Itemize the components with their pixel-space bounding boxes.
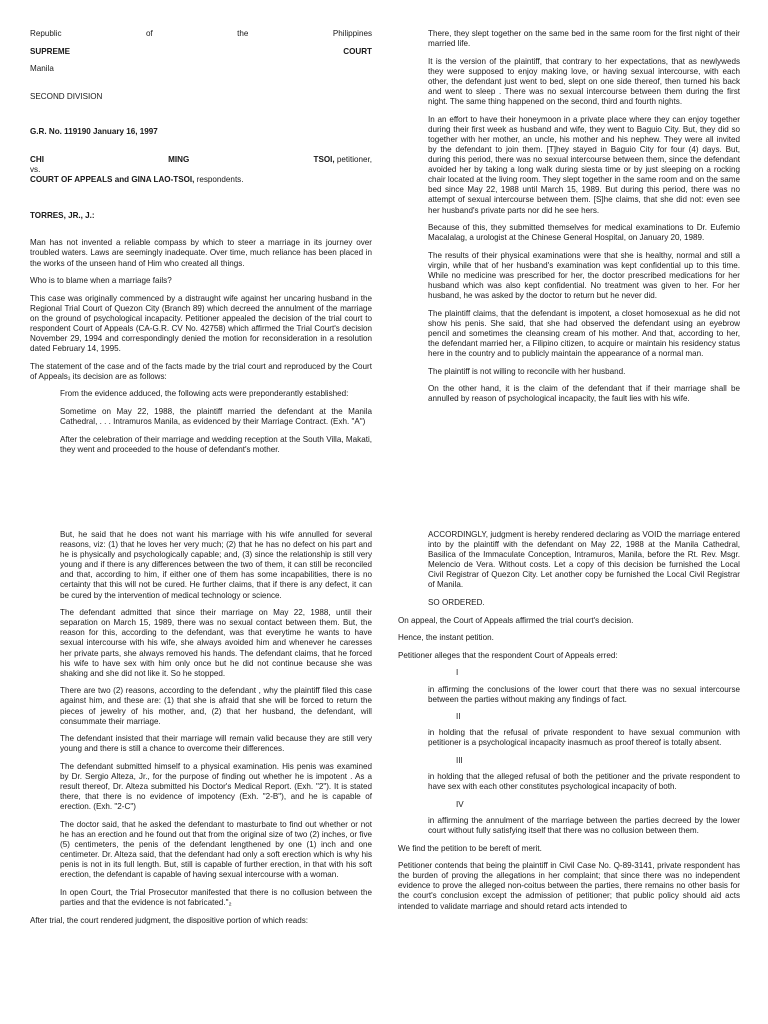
column-bottom-right (398, 530, 740, 919)
error-text: in holding that the alleged refusal of both the petitioner and the private respondent to have sex with each other constitutes psychological incapacity of both. (428, 772, 740, 792)
quoted-paragraph: The results of their physical examinations were that she is healthy, normal and still a virgin, while that of her husband's examination was kept confidential up to this time. While no medicine was prescribed for her, the doctor prescribed medications for her husband which was also kept confidential. No treatment was given to her. For her husband, he was asked by the doctor to return but he never did. (428, 250, 740, 301)
quoted-paragraph: Because of this, they submitted themselves for medical examinations to Dr. Eufemio Macalalag, a urologist at the Chinese General Hospital, on January 20, 1989. (428, 223, 740, 243)
error-numeral: I (456, 668, 459, 678)
paragraph: This case was originally commenced by a distraught wife against her uncaring husband in the Regional Trial Court of Quezon City (Branch 89) which decreed the annulment of the marriage on the ground of psychological incapacity. Petitioner appealed the decision of the trial court to respondent Court of Appeals (CA-G.R. CV No. 42758) which affirmed the Trial Court's decision November 29, 1994 and correspondingly denied the motion for reconsideration in a resolution dated February 14, 1995. (30, 293, 372, 354)
error-text: in affirming the conclusions of the lower court that there was no sexual intercourse between the parties without making any findings of fact. (428, 684, 740, 704)
paragraph: Petitioner contends that being the plaintiff in Civil Case No. Q-89-3141, private respondent has the burden of proving the allegations in her complaint; that since there was no independent evidence to prove the alleged non-coitus between the parties, there remains no other basis for the court's conclusion except the admission of petitioner; that public policy should aid acts intended to validate marriage and should retard acts intended to (398, 861, 740, 911)
respondents-line: COURT OF APPEALS and GINA LAO-TSOI, respondents. (30, 175, 244, 185)
quoted-paragraph: From the evidence adduced, the following acts were preponderantly established: (60, 389, 349, 399)
quoted-paragraph: The doctor said, that he asked the defendant to masturbate to find out whether or not he has an erection and he found out that from the original size of two (2) inches, or five (5) centimeters, the penis of the defendant lengthened by one (1) inch and one centimeter. Dr. Alteza said, that the defendant had only a soft erection which is why his penis is not in its full length. But, still is capable of further erection, in that with his soft erection, the defendant is capable of having sexual intercourse with a woman. (60, 819, 372, 880)
case-number: G.R. No. 119190 January 16, 1997 (30, 127, 158, 137)
error-numeral: II (456, 712, 461, 722)
quoted-paragraph: ACCORDINGLY, judgment is hereby rendered declaring as VOID the marriage entered into by the plaintiff with the defendant on May 22, 1988 at the Manila Cathedral, Basilica of the Immaculate Conception, Intramuros, Manila, before the Rt. Rev. Msgr. Melencio de Vera. Without costs. Let a copy of this decision be furnished the Local Civil Registrar of Quezon City. Let another copy be furnished the Local Civil Registrar of Manila. (428, 530, 740, 590)
quoted-paragraph: The defendant submitted himself to a physical examination. His penis was examined by Dr. Sergio Alteza, Jr., for the purpose of finding out whether he is impotent . As a result thereof, Dr. Alteza submitted his Doctor's Medical Report. (Exh. "2"). It is stated there, that there is no evidence of impotency (Exh. "2-B"), and he is capable of erection. (Exh. "2-C") (60, 761, 372, 812)
quoted-paragraph: Sometime on May 22, 1988, the plaintiff married the defendant at the Manila Cathedral, . . . Intramuros Manila, as evidenced by their Marriage Contract. (Exh. "A") (60, 407, 372, 427)
error-numeral: III (456, 756, 463, 765)
paragraph: On appeal, the Court of Appeals affirmed the trial court's decision. (398, 615, 634, 625)
column-bottom-left (30, 530, 372, 933)
paragraph: Who is to blame when a marriage fails? (30, 276, 172, 286)
location: Manila (30, 64, 54, 74)
paragraph: We find the petition to be bereft of merit. (398, 843, 542, 853)
quoted-paragraph: On the other hand, it is the claim of the defendant that if their marriage shall be annulled by reason of psychological incapacity, the fault lies with his wife. (428, 384, 740, 404)
paragraph: Petitioner alleges that the respondent Court of Appeals erred: (398, 650, 618, 660)
division: SECOND DIVISION (30, 91, 103, 101)
error-text: in affirming the annulment of the marriage between the parties decreed by the lower court without fully satisfying itself that there was no collusion between them. (428, 815, 740, 835)
quoted-paragraph: The defendant insisted that their marriage will remain valid because they are still very young and there is still a chance to overcome their differences. (60, 734, 372, 754)
quoted-paragraph: After the celebration of their marriage and wedding reception at the South Villa, Makati, they went and proceeded to the house of defendant's mother. (60, 434, 372, 454)
republic-line: Republic of the Philippines (30, 29, 372, 38)
quoted-paragraph: The plaintiff claims, that the defendant is impotent, a closet homosexual as he did not show his penis. She said, that she had observed the defendant using an eyebrow pencil and sometimes the cleansing cream of his mother. And that, according to her, the defendant married her, a Filipino citizen, to acquire or maintain his residency status here in the country and to publicly maintain the appearance of a normal man. (428, 308, 740, 359)
quoted-paragraph: SO ORDERED. (428, 598, 485, 608)
quoted-paragraph: There are two (2) reasons, according to the defendant , why the plaintiff filed this case against him, and these are: (1) that she is afraid that she will be forced to return the pieces of jewelry of his mother, and, (2) that her husband, the defendant, will consummate their marriage. (60, 686, 372, 726)
versus: vs. (30, 165, 41, 175)
quoted-paragraph: But, he said that he does not want his marriage with his wife annulled for several reasons, viz: (1) that he loves her very much; (2) that he has no defect on his part and he is physically and psychologically capable; and, (3) since the relationship is still very young and if there is any differences between the two of them, it can still be reconciled and that, according to him, if either one of them has some incapabilities, there is no certainty that this will not be cured. He further claims, that if there is any defect, it can be cured by the intervention of medical technology or science. (60, 530, 372, 600)
quoted-paragraph: The defendant admitted that since their marriage on May 22, 1988, until their separation on March 15, 1989, there was no sexual contact between them. But, the reason for this, according to the defendant, was that everytime he wants to have sexual intercourse with his wife, she always avoided him and whenever he caresses her private parts, she always removed his hands. The defendant claims, that he forced his wife to have sex with him only once but he did not continue because she was shaking and she did not like it. So he stopped. (60, 608, 372, 678)
ponente: TORRES, JR., J.: (30, 210, 95, 220)
column-top-left (30, 29, 372, 462)
quoted-paragraph: There, they slept together on the same bed in the same room for the first night of their married life. (428, 29, 740, 49)
quoted-paragraph: The plaintiff is not willing to reconcile with her husband. (428, 366, 626, 376)
error-numeral: IV (456, 799, 464, 809)
quoted-paragraph: It is the version of the plaintiff, that contrary to her expectations, that as newlyweds they were supposed to enjoy making love, or having sexual intercourse, with each other, the defendant just went to bed, slept on one side thereof, then turned his back and went to sleep . There was no sexual intercourse between them during the first night. The same thing happened on the second, third and fourth nights. (428, 56, 740, 107)
paragraph: Man has not invented a reliable compass by which to steer a marriage in its journey over troubled waters. Laws are seemingly inadequate. Over time, much reliance has been placed in the works of the unseen hand of Him who created all things. (30, 238, 372, 268)
supreme-court-line: SUPREME COURT (30, 46, 372, 56)
paragraph: Hence, the instant petition. (398, 633, 494, 643)
quoted-paragraph: In open Court, the Trial Prosecutor manifested that there is no collusion between the parties and that the evidence is not fabricated."₂ (60, 887, 372, 907)
petitioner-line: CHI MING TSOI, petitioner, (30, 154, 372, 164)
column-top-right (398, 29, 740, 412)
error-text: in holding that the refusal of private respondent to have sexual communion with petitioner is a psychological incapacity inasmuch as proof thereof is totally absent. (428, 728, 740, 748)
paragraph: The statement of the case and of the facts made by the trial court and reproduced by the Court of Appeals₁ its decision are as follows: (30, 361, 372, 381)
quoted-paragraph: In an effort to have their honeymoon in a private place where they can enjoy together during their first week as husband and wife, they went to Baguio City. But, they did so together with her mother, an uncle, his mother and his nephew. They were all invited by the defendant to join them. [T]hey stayed in Baguio City for four (4) days. But, during this period, there was no sexual intercourse between them, since the defendant avoided her by taking a long walk during siesta time or by just sleeping on a rocking chair located at the living room. They slept together in the same room and on the same bed since May 22, 1988 until March 15, 1989. But during this period, there was no attempt of sexual intercourse between them. [S]he claims, that she did not: even see her husband's private parts nor did he see hers. (428, 114, 740, 215)
paragraph: After trial, the court rendered judgment, the dispositive portion of which reads: (30, 915, 309, 925)
